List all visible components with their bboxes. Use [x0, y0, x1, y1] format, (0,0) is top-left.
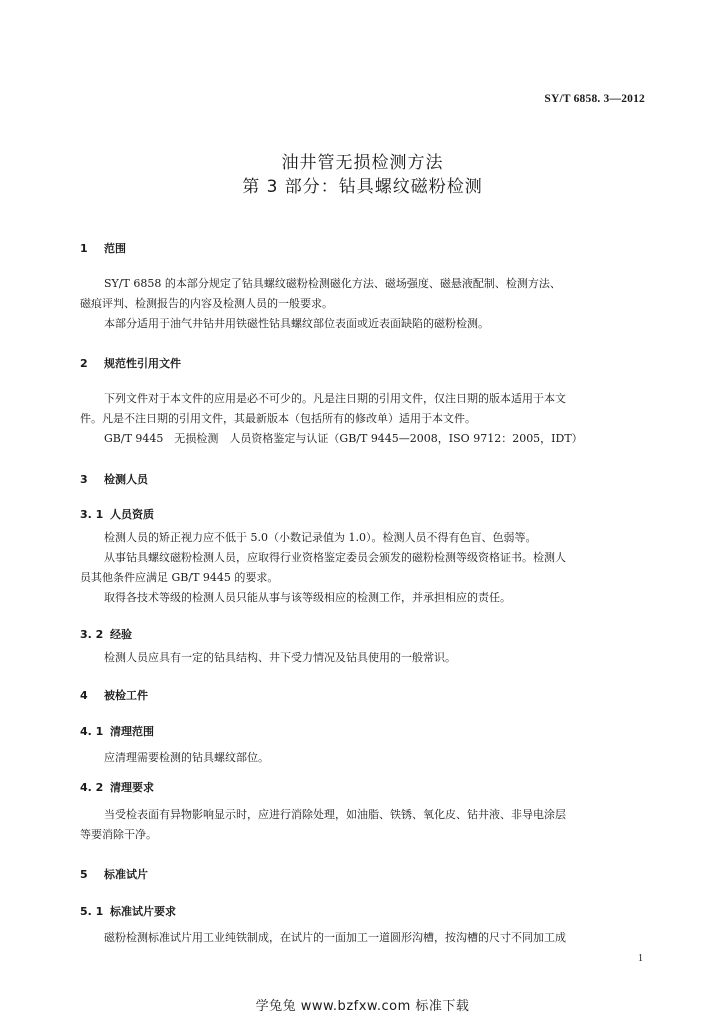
document-code: SY/T 6858. 3—2012: [544, 93, 645, 105]
paragraph-line: 当受检表面有异物影响显示时，应进行消除处理，如油脂、铁锈、氧化皮、钻井液、非导电涂层: [104, 808, 566, 821]
section-1-heading: [80, 240, 126, 256]
section-5-1-body: [80, 928, 646, 948]
normative-reference: GB/T 9445 无损检测 人员资格鉴定与认证（GB/T 9445—2008，ISO 9712：2005，IDT）: [104, 432, 583, 445]
section-title: 规范性引用文件: [104, 357, 181, 370]
section-number: 3: [80, 473, 88, 486]
paragraph-line: 磁痕评判、检测报告的内容及检测人员的一般要求。: [80, 297, 333, 310]
document-subtitle: 第 3 部分：钻具螺纹磁粉检测: [242, 177, 483, 197]
section-3-1-heading: [80, 506, 154, 522]
section-title: 范围: [104, 242, 126, 255]
section-title: 经验: [110, 628, 132, 641]
paragraph-line: SY/T 6858 的本部分规定了钻具螺纹磁粉检测磁化方法、磁场强度、磁悬液配制、检测方法、: [104, 277, 561, 290]
section-3-1-body: [80, 528, 646, 608]
paragraph-line: 下列文件对于本文件的应用是必不可少的。凡是注日期的引用文件，仅注日期的版本适用于本文: [104, 392, 566, 405]
section-2-heading: [80, 355, 181, 371]
section-title: 标准试片: [104, 868, 148, 881]
section-number: 4: [80, 689, 88, 702]
footer-watermark: 学兔兔 www.bzfxw.com 标准下载: [255, 999, 470, 1014]
section-1-body: [80, 274, 646, 334]
paragraph-line: 员其他条件应满足 GB/T 9445 的要求。: [80, 571, 279, 584]
section-title: 人员资质: [110, 508, 154, 521]
paragraph-line: 件。凡是不注日期的引用文件，其最新版本（包括所有的修改单）适用于本文件。: [80, 412, 476, 425]
section-4-1-body: [80, 748, 646, 768]
paragraph-line: 磁粉检测标准试片用工业纯铁制成，在试片的一面加工一道圆形沟槽，按沟槽的尺寸不同加工成: [104, 931, 566, 944]
section-title: 标准试片要求: [110, 905, 176, 918]
section-5-heading: [80, 866, 148, 882]
document-title: 油井管无损检测方法: [281, 153, 444, 173]
section-title: 清理范围: [110, 725, 154, 738]
section-3-2-body: [80, 648, 646, 668]
paragraph-line: 应清理需要检测的钻具螺纹部位。: [104, 751, 269, 764]
paragraph-line: 等要消除干净。: [80, 828, 157, 841]
paragraph-line: 本部分适用于油气井钻井用铁磁性钻具螺纹部位表面或近表面缺陷的磁粉检测。: [104, 317, 489, 330]
section-title: 清理要求: [110, 781, 154, 794]
paragraph-line: 取得各技术等级的检测人员只能从事与该等级相应的检测工作，并承担相应的责任。: [104, 591, 511, 604]
section-number: 4. 2: [80, 781, 104, 794]
section-4-2-heading: [80, 779, 154, 795]
section-number: 3. 1: [80, 508, 104, 521]
section-title: 检测人员: [104, 473, 148, 486]
section-number: 2: [80, 357, 88, 370]
section-5-1-heading: [80, 903, 176, 919]
section-number: 3. 2: [80, 628, 104, 641]
section-title: 被检工件: [104, 689, 148, 702]
section-4-1-heading: [80, 723, 154, 739]
paragraph-line: 检测人员的矫正视力应不低于 5.0（小数记录值为 1.0）。检测人员不得有色盲、色弱等。: [104, 531, 537, 544]
section-4-2-body: [80, 805, 646, 845]
section-3-heading: [80, 471, 148, 487]
section-3-2-heading: [80, 626, 132, 642]
section-2-body: [80, 389, 646, 449]
section-number: 5: [80, 868, 88, 881]
page-number: 1: [638, 953, 643, 964]
section-number: 5. 1: [80, 905, 104, 918]
section-4-heading: [80, 687, 148, 703]
section-number: 4. 1: [80, 725, 104, 738]
section-number: 1: [80, 242, 88, 255]
paragraph-line: 从事钻具螺纹磁粉检测人员，应取得行业资格鉴定委员会颁发的磁粉检测等级资格证书。检测人: [104, 551, 566, 564]
paragraph-line: 检测人员应具有一定的钻具结构、井下受力情况及钻具使用的一般常识。: [104, 651, 456, 664]
